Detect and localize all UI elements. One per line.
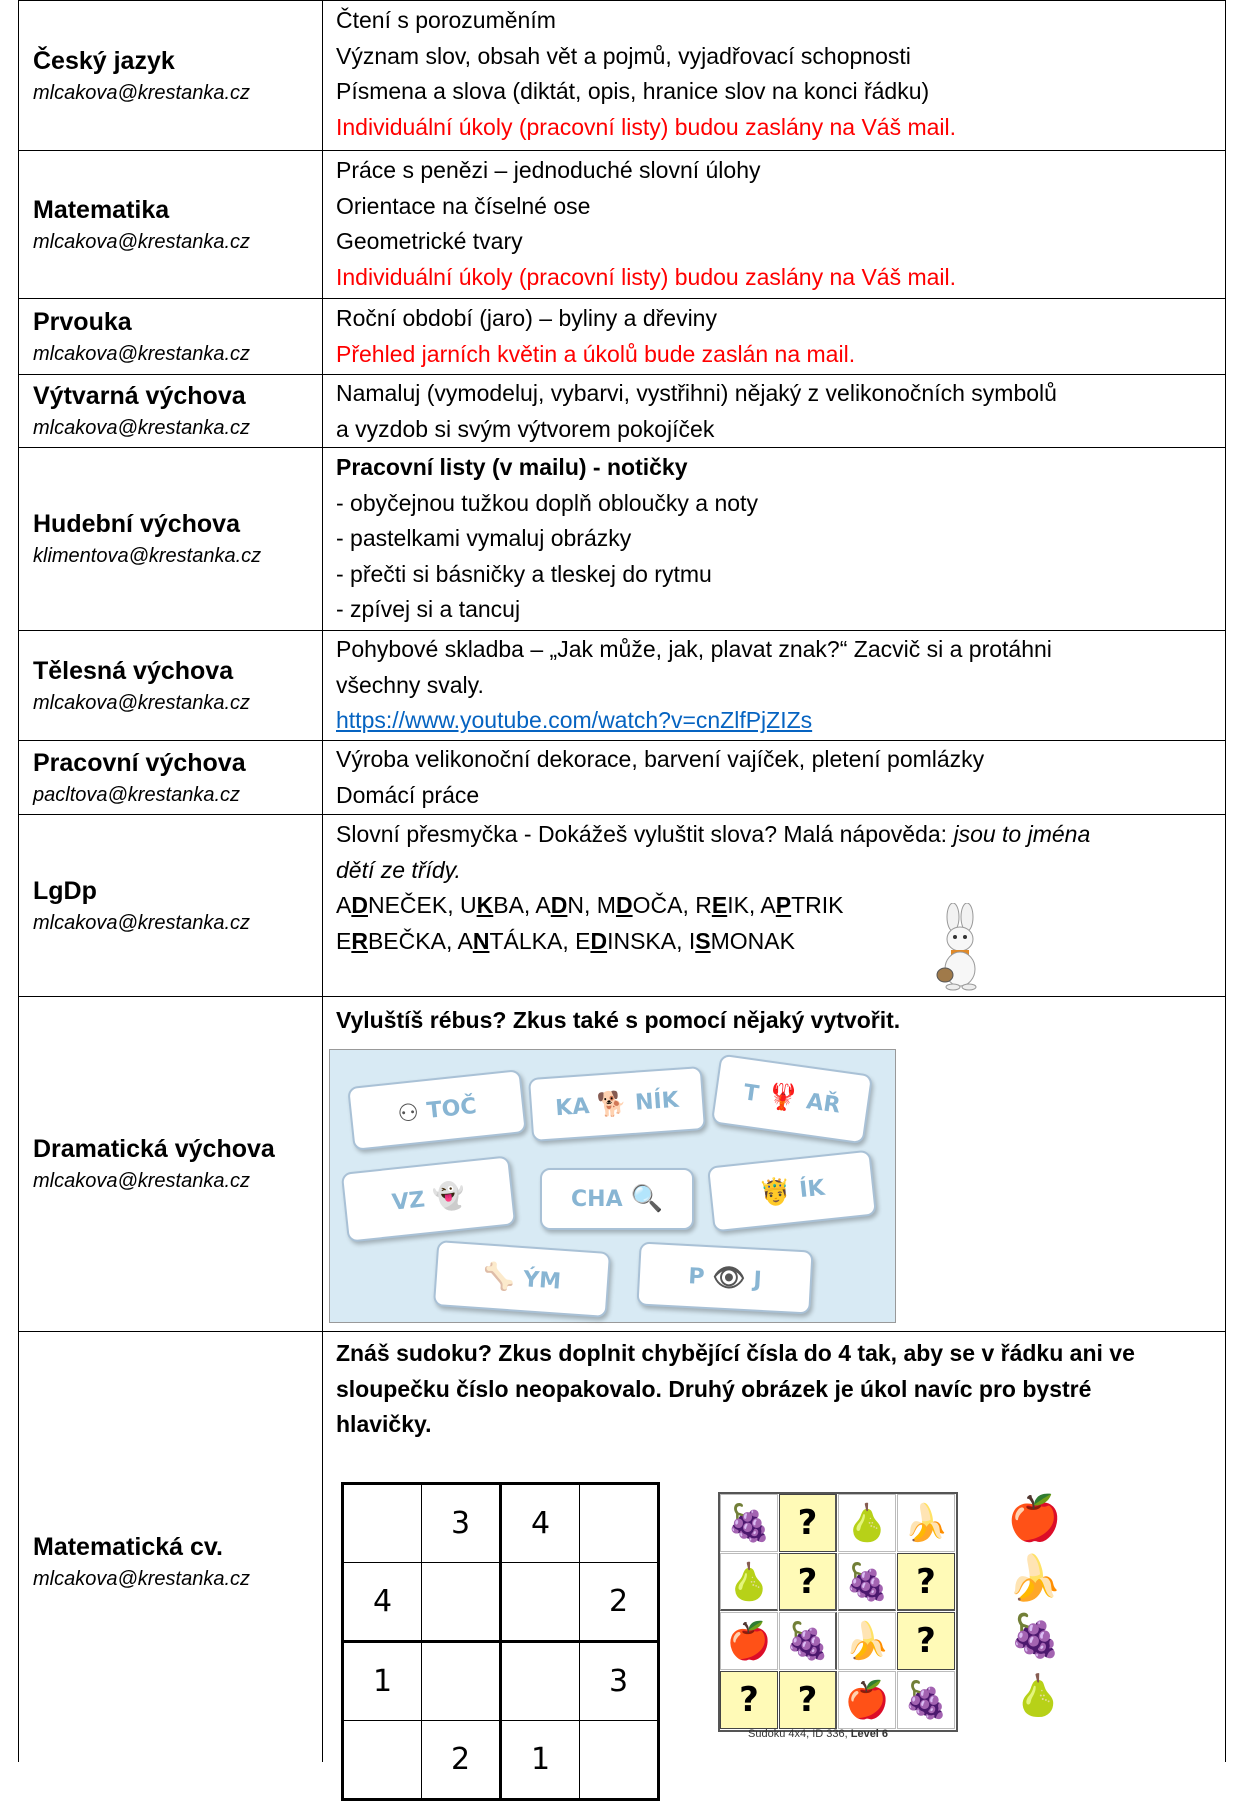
sudoku-cell: 1 [501, 1721, 580, 1800]
anagram-text: NEČEK [367, 892, 448, 918]
crayfish-icon: 🦞 [764, 1080, 801, 1115]
rebus-card [636, 1241, 813, 1314]
subject-cell [18, 448, 323, 630]
anagram-key-letter: P [775, 892, 792, 918]
anagram-text: N [567, 892, 585, 918]
anagram-text: , A [445, 927, 473, 954]
banana-icon: 🍌 [838, 1612, 896, 1670]
sudoku-cell [343, 1484, 422, 1563]
anagram-text: MONAK [710, 927, 795, 954]
sudoku-cell: 2 [422, 1721, 501, 1800]
question-mark-cell: ? [897, 1612, 955, 1670]
sudoku-cell [580, 1484, 659, 1563]
rebus-image [329, 1049, 896, 1323]
content-cell [323, 299, 1226, 374]
fruit-sudoku-grid [718, 1492, 958, 1732]
sudoku-row [343, 1721, 659, 1800]
teacher-email: mlcakova@krestanka.cz [33, 691, 251, 714]
content-line: a vyzdob si svým výtvorem pokojíček [336, 415, 715, 442]
content-cell [323, 448, 1226, 630]
subject-name: Prvouka [33, 307, 132, 336]
anagram-text: , I [676, 927, 696, 954]
content-cell [323, 1, 1226, 150]
anagram-text: E [336, 927, 352, 954]
anagram-key-letter: D [550, 892, 568, 918]
subject-name: Výtvarná výchova [33, 382, 246, 410]
sudoku-row [343, 1563, 659, 1642]
anagram-text: BEČKA [367, 927, 446, 954]
subject-name: Pracovní výchova [33, 748, 246, 777]
rebus-text: AŘ [804, 1088, 842, 1119]
content-line: - obyčejnou tužkou doplň obloučky a noty [336, 489, 758, 516]
anagram-text: , U [447, 892, 477, 918]
anagram-text: BA [493, 892, 524, 918]
anagram-text: , A [523, 892, 551, 918]
pear-icon: 🍐 [1013, 1674, 1063, 1718]
question-mark-cell: ? [779, 1671, 837, 1729]
content-line: Domácí práce [336, 781, 480, 808]
grapes-icon: 🍇 [1009, 1612, 1062, 1659]
anagram-text: , A [748, 892, 776, 918]
puzzle-intro: Slovní přesmyčka - Dokážeš vyluštit slova? Malá nápověda: [336, 821, 954, 847]
subject-name: Matematická cv. [33, 1533, 223, 1561]
subject-cell [18, 997, 323, 1331]
anagram-line [336, 888, 1225, 924]
subject-name: Hudební výchova [33, 510, 240, 538]
sudoku-cell: 2 [580, 1563, 659, 1642]
anagram-key-letter: D [615, 892, 633, 918]
youtube-link[interactable]: https://www.youtube.com/watch?v=cnZlfPjZIZs [336, 707, 813, 733]
rebus-card [528, 1066, 706, 1142]
row-vytvarna-vychova [18, 374, 1226, 447]
subject-name: Dramatická výchova [33, 1135, 275, 1163]
sudoku-cell: 3 [422, 1484, 501, 1563]
anagram-text: TÁLKA [489, 927, 563, 954]
row-dramaticka-vychova [18, 996, 1226, 1331]
rebus-text: CHA [571, 1186, 623, 1212]
content-heading: Znáš sudoku? Zkus doplnit chybějící čísla do 4 tak, aby se v řádku ani ve [336, 1340, 1135, 1366]
question-mark-cell: ? [897, 1553, 955, 1611]
fruit-legend [1003, 1492, 1063, 1728]
row-lgdp [18, 814, 1226, 996]
anagram-text: INSKA [607, 927, 677, 954]
content-cell [323, 815, 1226, 996]
content-cell [323, 741, 1226, 814]
grapes-icon: 🍇 [838, 1553, 896, 1611]
rebus-card [711, 1054, 873, 1145]
rebus-card [347, 1069, 527, 1151]
rebus-text: VZ [390, 1186, 427, 1216]
anagram-text: , M [584, 892, 616, 918]
row-hudebni-vychova [18, 447, 1226, 630]
rebus-text: ÍK [798, 1175, 826, 1203]
content-cell [323, 631, 1226, 740]
dog-icon: 🐕 [596, 1089, 629, 1120]
sudoku-cell [422, 1563, 501, 1642]
content-line: Čtení s porozuměním [336, 7, 556, 33]
subject-name: Tělesná výchova [33, 656, 234, 685]
subject-cell [18, 815, 323, 996]
apple-icon: 🍎 [1007, 1494, 1062, 1543]
question-mark-cell: ? [779, 1553, 837, 1611]
content-line: - zpívej si a tancuj [336, 596, 521, 622]
rebus-text: KA [554, 1093, 591, 1121]
content-line: Význam slov, obsah vět a pojmů, vyjadřovací schopnosti [336, 42, 911, 69]
sudoku-cell: 4 [501, 1484, 580, 1563]
grapes-icon: 🍇 [897, 1671, 955, 1729]
anagram-key-letter: K [476, 892, 494, 918]
row-matematicka-cv [18, 1331, 1226, 1777]
subject-cell [18, 299, 323, 374]
anagram-text: OČA [632, 892, 683, 918]
anagram-key-letter: E [711, 892, 728, 918]
rebus-text: J [752, 1267, 763, 1293]
subject-cell [18, 151, 323, 298]
content-line: - přečti si básničky a tleskej do rytmu [336, 560, 712, 587]
sudoku-grid [341, 1482, 660, 1801]
sudoku-cell [422, 1642, 501, 1721]
content-line [336, 817, 1225, 853]
content-heading: sloupečku číslo neopakovalo. Druhý obrázek je úkol navíc pro bystré [336, 1375, 1092, 1402]
teacher-email: mlcakova@krestanka.cz [33, 230, 251, 253]
rebus-card [341, 1155, 516, 1242]
rebus-card [707, 1150, 877, 1233]
banana-icon: 🍌 [1007, 1554, 1062, 1603]
content-cell [323, 1332, 1226, 1777]
fruit-sudoku-caption: Sudoku 4x4, ID 336, Level 6 [748, 1728, 889, 1740]
content-line: Výroba velikonoční dekorace, barvení vajíček, pletení pomlázky [336, 746, 985, 772]
rebus-card [433, 1240, 611, 1318]
magnifier-icon: 🔍 [630, 1184, 663, 1214]
question-mark-cell: ? [779, 1494, 837, 1552]
teacher-email: mlcakova@krestanka.cz [33, 417, 251, 439]
content-line: všechny svaly. [336, 671, 484, 698]
content-heading: hlavičky. [336, 1411, 432, 1437]
sudoku-cell: 1 [343, 1642, 422, 1721]
sudoku-cell [501, 1642, 580, 1721]
teacher-email: mlcakova@krestanka.cz [33, 911, 251, 934]
red-note: Přehled jarních květin a úkolů bude zaslán na mail. [336, 340, 856, 367]
pear-icon: 🍐 [838, 1494, 896, 1552]
content-heading: Pracovní listy (v mailu) - notičky [336, 454, 688, 480]
subject-cell [18, 1, 323, 150]
king-icon: 🤴 [757, 1176, 794, 1210]
subject-cell [18, 741, 323, 814]
teacher-email: mlcakova@krestanka.cz [33, 1568, 251, 1590]
sudoku-cell: 4 [343, 1563, 422, 1642]
subject-name: LgDp [33, 876, 97, 905]
content-cell [323, 375, 1226, 447]
row-pracovni-vychova [18, 740, 1226, 814]
question-mark-cell: ? [720, 1671, 778, 1729]
anagram-key-letter: N [472, 927, 490, 954]
content-line: - pastelkami vymaluj obrázky [336, 525, 632, 551]
rebus-text: P [687, 1263, 706, 1290]
anagram-text: , R [682, 892, 712, 918]
anagram-key-letter: R [351, 927, 368, 954]
subject-name: Český jazyk [33, 46, 175, 75]
sudoku-cell [501, 1563, 580, 1642]
subject-cell [18, 631, 323, 740]
content-line: Namaluj (vymodeluj, vybarvi, vystřihni) nějaký z velikonočních symbolů [336, 380, 1057, 406]
easter-bunny-icon [923, 903, 995, 991]
anagram-key-letter: D [590, 927, 608, 954]
ghost-icon: 👻 [431, 1180, 467, 1214]
content-line: Roční období (jaro) – byliny a dřeviny [336, 305, 717, 331]
banana-icon: 🍌 [897, 1494, 955, 1552]
rebus-card [540, 1168, 694, 1230]
content-line: Práce s penězi – jednoduché slovní úlohy [336, 157, 761, 183]
apple-icon: 🍎 [838, 1671, 896, 1729]
rebus-text: ÝM [522, 1266, 562, 1295]
anagram-text: TRIK [791, 892, 844, 918]
teacher-email: klimentova@krestanka.cz [33, 545, 262, 567]
red-note: Individuální úkoly (pracovní listy) budou zaslány na Váš mail. [336, 263, 957, 290]
subject-cell [18, 1332, 323, 1762]
grapes-icon: 🍇 [720, 1494, 778, 1552]
subject-cell [18, 375, 323, 447]
subject-name: Matematika [33, 195, 170, 224]
content-heading: Vyluštíš rébus? Zkus také s pomocí nějaký vytvořit. [336, 1007, 901, 1033]
teacher-email: mlcakova@krestanka.cz [33, 81, 251, 104]
apple-icon: 🍎 [720, 1612, 778, 1670]
sudoku-cell [580, 1721, 659, 1800]
anagram-text: A [336, 892, 352, 918]
row-telesna-vychova [18, 630, 1226, 740]
eye-icon: 👁 [711, 1262, 747, 1295]
content-cell [323, 151, 1226, 298]
content-cell [323, 997, 1226, 1331]
content-line: Orientace na číselné ose [336, 192, 591, 219]
sudoku-cell: 3 [580, 1642, 659, 1721]
teacher-email: pacltova@krestanka.cz [33, 783, 241, 806]
anagram-line [336, 924, 1225, 960]
content-line: Geometrické tvary [336, 228, 523, 254]
rebus-text: TOČ [425, 1093, 478, 1124]
puzzle-hint-cont: dětí ze třídy. [336, 856, 461, 883]
anagram-key-letter: D [351, 892, 368, 918]
content-line: Pohybové skladba – „Jak může, jak, plavat znak?“ Zacvič si a protáhni [336, 636, 1052, 662]
bicycle-icon: ⚇ [396, 1097, 421, 1129]
row-cesky-jazyk [18, 0, 1226, 150]
sudoku-row [343, 1484, 659, 1563]
sudoku-cell [343, 1721, 422, 1800]
anagram-key-letter: S [695, 927, 711, 954]
pear-icon: 🍐 [720, 1553, 778, 1611]
anagram-text: , E [562, 927, 591, 954]
rebus-text: NÍK [634, 1087, 680, 1116]
bone-icon: 🦴 [481, 1261, 517, 1294]
red-note: Individuální úkoly (pracovní listy) budou zaslány na Váš mail. [336, 113, 957, 140]
puzzle-hint: jsou to jména [953, 821, 1091, 847]
teacher-email: mlcakova@krestanka.cz [33, 1170, 251, 1192]
sudoku-row [343, 1642, 659, 1721]
teacher-email: mlcakova@krestanka.cz [33, 342, 251, 365]
anagram-text: IK [727, 892, 749, 918]
row-prvouka [18, 298, 1226, 374]
rebus-text: T [742, 1079, 761, 1107]
grapes-icon: 🍇 [779, 1612, 837, 1670]
row-matematika [18, 150, 1226, 298]
content-line: Písmena a slova (diktát, opis, hranice slov na konci řádku) [336, 78, 930, 104]
